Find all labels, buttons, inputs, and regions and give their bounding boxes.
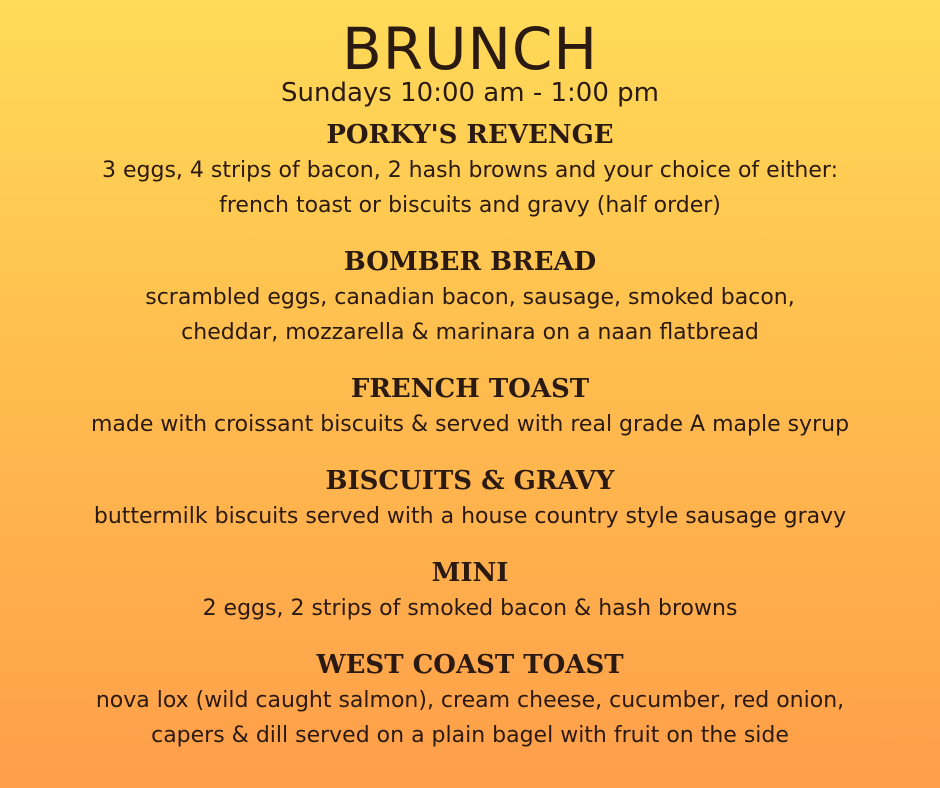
- menu-item-west-coast-toast: [0, 647, 940, 753]
- menu-item-name: MINI: [431, 558, 509, 588]
- menu-item-description: 3 eggs, 4 strips of bacon, 2 hash browns and your choice of either: french toast or biscuits and gravy (half order): [102, 158, 838, 218]
- menu-title: BRUNCH: [341, 15, 599, 83]
- menu-item-biscuits-and-gravy: [0, 463, 940, 534]
- menu-item-mini: [0, 555, 940, 626]
- menu-item-description: made with croissant biscuits & served with real grade A maple syrup: [90, 412, 850, 437]
- menu-item-name: WEST COAST TOAST: [316, 650, 624, 680]
- menu-item-description: nova lox (wild caught salmon), cream cheese, cucumber, red onion, capers & dill served on a plain bagel with fruit on the side: [95, 688, 845, 748]
- menu-item-description: buttermilk biscuits served with a house country style sausage gravy: [93, 504, 847, 529]
- menu-item-bomber-bread: [0, 244, 940, 350]
- menu-item-name: PORKY'S REVENGE: [326, 120, 614, 150]
- menu-item-description: 2 eggs, 2 strips of smoked bacon & hash browns: [202, 596, 738, 621]
- menu-item-name: BISCUITS & GRAVY: [325, 466, 615, 496]
- menu-item-description: scrambled eggs, canadian bacon, sausage, smoked bacon, cheddar, mozzarella & marinara on a naan flatbread: [145, 285, 795, 345]
- menu-item-name: BOMBER BREAD: [343, 247, 597, 277]
- menu-hours: Sundays 10:00 am - 1:00 pm: [281, 78, 659, 108]
- menu-item-porkys-revenge: [0, 117, 940, 223]
- menu-item-french-toast: [0, 371, 940, 442]
- menu-item-name: FRENCH TOAST: [350, 374, 590, 404]
